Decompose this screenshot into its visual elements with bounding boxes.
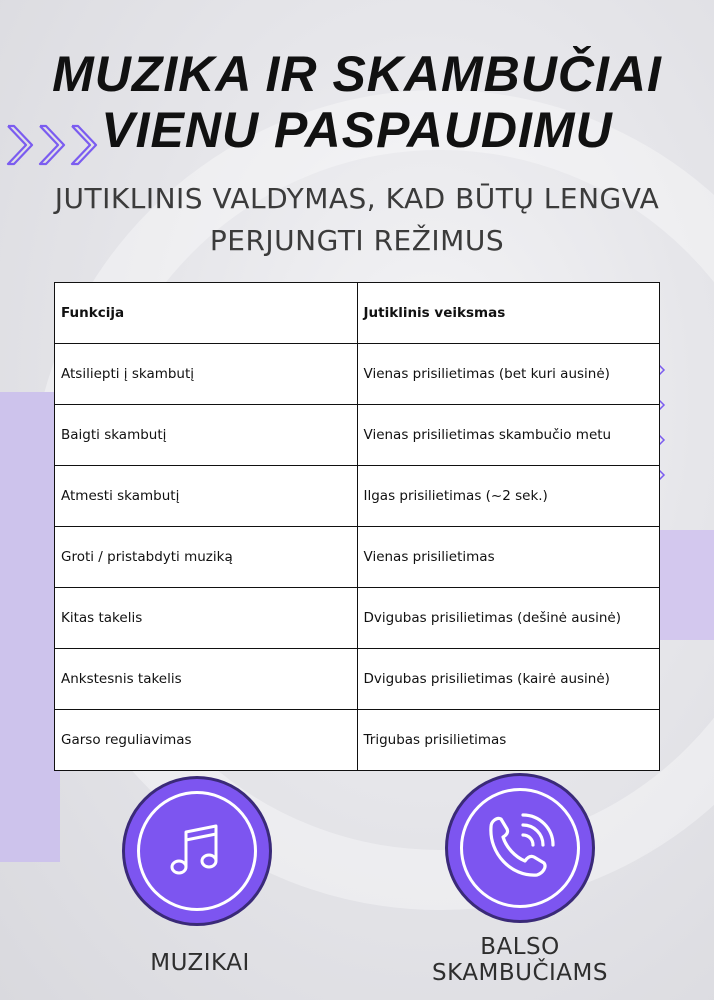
- action-cell: Dvigubas prisilietimas (kairė ausinė): [357, 649, 660, 710]
- action-cell: Dvigubas prisilietimas (dešinė ausinė): [357, 588, 660, 649]
- function-cell: Atmesti skambutį: [55, 466, 358, 527]
- subtitle-line-1: JUTIKLINIS VALDYMAS, KAD BŪTŲ LENGVA: [54, 182, 660, 215]
- subtitle-line-2: PERJUNGTI REŽIMUS: [209, 224, 505, 257]
- function-cell: Kitas takelis: [55, 588, 358, 649]
- table-row: [55, 344, 660, 405]
- action-cell: Vienas prisilietimas (bet kuri ausinė): [357, 344, 660, 405]
- title-line-2: VIENU PASPAUDIMU: [101, 102, 613, 158]
- table-row: [55, 588, 660, 649]
- decor-band-left: [0, 392, 60, 862]
- action-cell: Ilgas prisilietimas (~2 sek.): [357, 466, 660, 527]
- table-row: [55, 405, 660, 466]
- function-cell: Baigti skambutį: [55, 405, 358, 466]
- phone-call-icon: [477, 805, 563, 891]
- function-cell: Garso reguliavimas: [55, 710, 358, 771]
- column-header-touch-action: Jutiklinis veiksmas: [357, 283, 660, 344]
- music-note-icon: [162, 816, 232, 886]
- table-row: [55, 710, 660, 771]
- touch-controls-table: [54, 282, 660, 771]
- function-cell: Atsiliepti į skambutį: [55, 344, 358, 405]
- table-row: [55, 466, 660, 527]
- action-cell: Vienas prisilietimas: [357, 527, 660, 588]
- table-row: [55, 649, 660, 710]
- calls-badge-ring: [460, 788, 580, 908]
- music-badge-ring: [137, 791, 257, 911]
- function-cell: Ankstesnis takelis: [55, 649, 358, 710]
- music-label: MUZIKAI: [150, 950, 250, 976]
- page-subtitle: [0, 178, 714, 262]
- table-row: [55, 527, 660, 588]
- function-cell: Groti / pristabdyti muziką: [55, 527, 358, 588]
- title-line-1: MUZIKA IR SKAMBUČIAI: [52, 46, 662, 102]
- music-badge: [122, 776, 272, 926]
- calls-label-line-1: BALSO: [480, 934, 560, 960]
- calls-label-line-2: SKAMBUČIAMS: [432, 960, 608, 986]
- decor-band-right: [654, 530, 714, 640]
- calls-badge: [445, 773, 595, 923]
- action-cell: Trigubas prisilietimas: [357, 710, 660, 771]
- calls-label: [410, 934, 630, 986]
- page-title: [0, 46, 714, 158]
- column-header-function: Funkcija: [55, 283, 358, 344]
- table-header-row: [55, 283, 660, 344]
- action-cell: Vienas prisilietimas skambučio metu: [357, 405, 660, 466]
